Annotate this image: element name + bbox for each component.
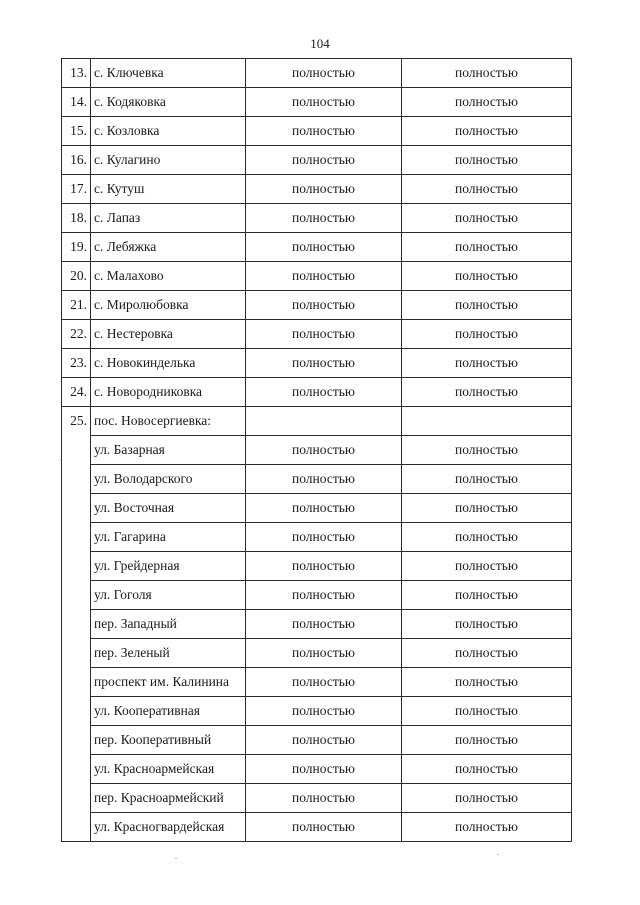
status-col-a: полностью	[246, 117, 402, 146]
street-name: проспект им. Калинина	[91, 668, 246, 697]
status-col-a: полностью	[246, 668, 402, 697]
row-number: 23.	[62, 349, 91, 378]
street-name: ул. Кооперативная	[91, 697, 246, 726]
settlement-name: с. Ключевка	[91, 59, 246, 88]
row-number: 17.	[62, 175, 91, 204]
street-name: ул. Гоголя	[91, 581, 246, 610]
table-row	[62, 291, 572, 320]
status-col-a: полностью	[246, 465, 402, 494]
table-subrow	[62, 697, 572, 726]
status-col-b: полностью	[402, 610, 572, 639]
table-subrow	[62, 755, 572, 784]
table-subrow	[62, 581, 572, 610]
status-col-b: полностью	[402, 494, 572, 523]
street-name: пер. Западный	[91, 610, 246, 639]
page-number: 104	[310, 36, 330, 51]
table-subrow	[62, 726, 572, 755]
settlement-name: с. Малахово	[91, 262, 246, 291]
row-number: 21.	[62, 291, 91, 320]
row-number-empty	[62, 639, 91, 668]
table-row	[62, 117, 572, 146]
status-col-a: полностью	[246, 784, 402, 813]
row-number-empty	[62, 813, 91, 842]
row-number: 25.	[62, 407, 91, 436]
table-subrow	[62, 610, 572, 639]
status-col-a: полностью	[246, 146, 402, 175]
table-row	[62, 59, 572, 88]
status-col-b: полностью	[402, 784, 572, 813]
status-col-a: полностью	[246, 59, 402, 88]
table-subrow	[62, 668, 572, 697]
table-body	[62, 59, 572, 842]
table-subrow	[62, 436, 572, 465]
row-number-empty	[62, 436, 91, 465]
street-name: ул. Грейдерная	[91, 552, 246, 581]
status-col-b: полностью	[402, 755, 572, 784]
street-name: пер. Кооперативный	[91, 726, 246, 755]
row-number-empty	[62, 465, 91, 494]
status-col-b: полностью	[402, 233, 572, 262]
street-name: ул. Базарная	[91, 436, 246, 465]
status-col-a: полностью	[246, 813, 402, 842]
table-subrow	[62, 639, 572, 668]
status-col-a: полностью	[246, 88, 402, 117]
street-name: ул. Восточная	[91, 494, 246, 523]
table-row	[62, 349, 572, 378]
table-subrow	[62, 784, 572, 813]
status-col-a: полностью	[246, 320, 402, 349]
status-col-a: полностью	[246, 291, 402, 320]
status-col-b: полностью	[402, 581, 572, 610]
settlement-name: с. Лебяжка	[91, 233, 246, 262]
status-col-a: полностью	[246, 378, 402, 407]
status-col-b: полностью	[402, 291, 572, 320]
status-col-b: полностью	[402, 146, 572, 175]
settlement-name: с. Новокинделька	[91, 349, 246, 378]
table-subrow	[62, 523, 572, 552]
status-col-a	[246, 407, 402, 436]
row-number-empty	[62, 726, 91, 755]
status-col-b: полностью	[402, 436, 572, 465]
status-col-b: полностью	[402, 175, 572, 204]
settlement-name: с. Новородниковка	[91, 378, 246, 407]
status-col-a: полностью	[246, 581, 402, 610]
status-col-b: полностью	[402, 697, 572, 726]
table-row	[62, 262, 572, 291]
status-col-b: полностью	[402, 639, 572, 668]
row-number-empty	[62, 697, 91, 726]
row-number-empty	[62, 610, 91, 639]
street-name: ул. Гагарина	[91, 523, 246, 552]
row-number: 19.	[62, 233, 91, 262]
table-subrow	[62, 465, 572, 494]
settlement-name: пос. Новосергиевка:	[91, 407, 246, 436]
row-number-empty	[62, 523, 91, 552]
status-col-a: полностью	[246, 639, 402, 668]
status-col-b: полностью	[402, 262, 572, 291]
settlement-name: с. Нестеровка	[91, 320, 246, 349]
row-number: 14.	[62, 88, 91, 117]
status-col-a: полностью	[246, 726, 402, 755]
row-number-empty	[62, 494, 91, 523]
settlements-table	[61, 58, 572, 842]
row-number: 18.	[62, 204, 91, 233]
settlement-name: с. Лапаз	[91, 204, 246, 233]
row-number: 24.	[62, 378, 91, 407]
status-col-b: полностью	[402, 88, 572, 117]
status-col-b: полностью	[402, 465, 572, 494]
table-row	[62, 175, 572, 204]
street-name: ул. Красногвардейская	[91, 813, 246, 842]
settlement-name: с. Кодяковка	[91, 88, 246, 117]
table-row	[62, 320, 572, 349]
status-col-a: полностью	[246, 175, 402, 204]
table-row	[62, 146, 572, 175]
row-number: 20.	[62, 262, 91, 291]
table-row	[62, 88, 572, 117]
street-name: ул. Красноармейская	[91, 755, 246, 784]
row-number-empty	[62, 552, 91, 581]
status-col-b: полностью	[402, 726, 572, 755]
status-col-a: полностью	[246, 349, 402, 378]
status-col-b: полностью	[402, 204, 572, 233]
status-col-b: полностью	[402, 320, 572, 349]
status-col-b: полностью	[402, 349, 572, 378]
table-row	[62, 378, 572, 407]
row-number-empty	[62, 784, 91, 813]
table-subrow	[62, 813, 572, 842]
status-col-b: полностью	[402, 523, 572, 552]
status-col-a: полностью	[246, 552, 402, 581]
street-name: ул. Володарского	[91, 465, 246, 494]
row-number: 22.	[62, 320, 91, 349]
settlement-name: с. Кутуш	[91, 175, 246, 204]
settlement-name: с. Кулагино	[91, 146, 246, 175]
scan-mark: .	[175, 852, 177, 861]
row-number-empty	[62, 668, 91, 697]
status-col-a: полностью	[246, 233, 402, 262]
status-col-a: полностью	[246, 262, 402, 291]
settlement-name: с. Козловка	[91, 117, 246, 146]
status-col-a: полностью	[246, 755, 402, 784]
table-row	[62, 407, 572, 436]
status-col-a: полностью	[246, 494, 402, 523]
table-row	[62, 204, 572, 233]
street-name: пер. Зеленый	[91, 639, 246, 668]
status-col-a: полностью	[246, 436, 402, 465]
scan-mark: -	[60, 455, 63, 464]
row-number-empty	[62, 755, 91, 784]
settlement-name: с. Миролюбовка	[91, 291, 246, 320]
status-col-b	[402, 407, 572, 436]
status-col-b: полностью	[402, 59, 572, 88]
street-name: пер. Красноармейский	[91, 784, 246, 813]
status-col-a: полностью	[246, 523, 402, 552]
scan-mark: .	[497, 848, 499, 857]
status-col-b: полностью	[402, 668, 572, 697]
table-subrow	[62, 552, 572, 581]
table-row	[62, 233, 572, 262]
status-col-a: полностью	[246, 697, 402, 726]
row-number: 13.	[62, 59, 91, 88]
status-col-b: полностью	[402, 378, 572, 407]
row-number: 16.	[62, 146, 91, 175]
row-number-empty	[62, 581, 91, 610]
row-number: 15.	[62, 117, 91, 146]
status-col-b: полностью	[402, 552, 572, 581]
status-col-a: полностью	[246, 204, 402, 233]
table-subrow	[62, 494, 572, 523]
status-col-b: полностью	[402, 117, 572, 146]
status-col-a: полностью	[246, 610, 402, 639]
status-col-b: полностью	[402, 813, 572, 842]
